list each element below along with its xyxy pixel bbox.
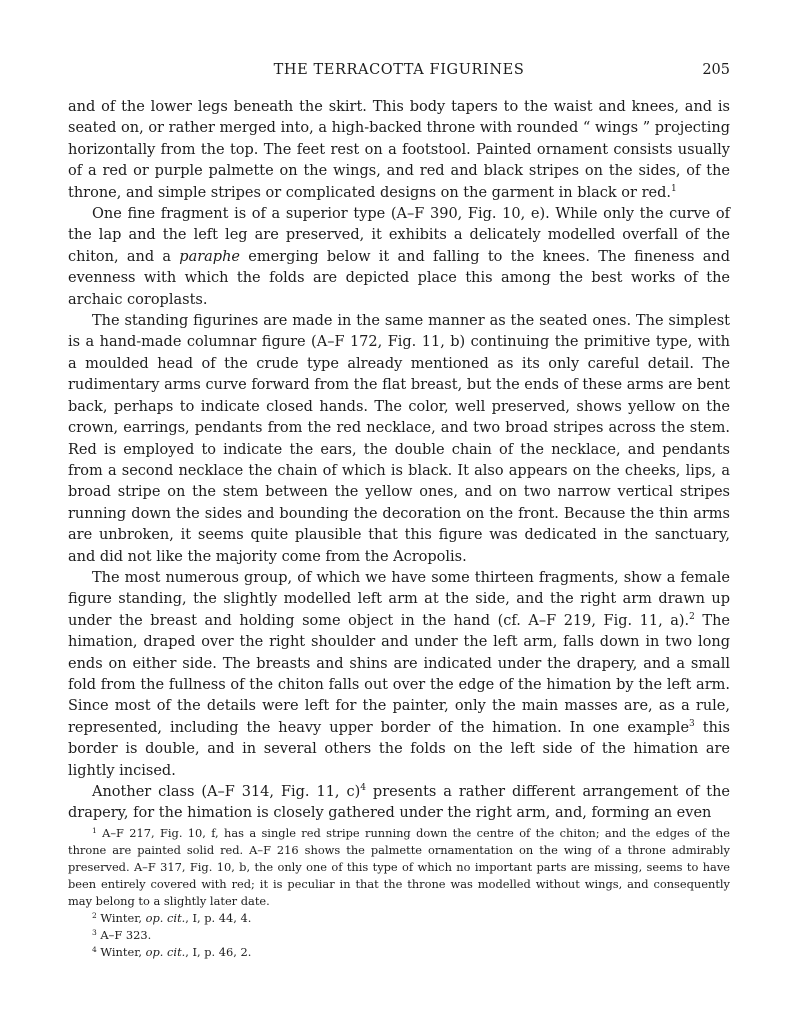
paragraph: Another class (A–F 314, Fig. 11, c)$^4$ presents a rather different arrangement of the drapery, for the himation is closely gathered under the right arm, and, forming an even — [68, 783, 730, 822]
italic-term: paraphe — [179, 248, 240, 265]
footnote: $^1$ A–F 217, Fig. 10, f, has a single red stripe running down the centre of the chiton; and the edges of the throne are painted solid red. A–F 216 shows the palmette ornamentation on the wing of a throne admirably preserved. A–F 317, Fig. 10, b, the only one of this type of which no important parts are missing, seems to have been entirely covered with red; it is peculiar in that the throne was modelled without wings, and consequently may belong to a slightly later date. — [68, 826, 730, 908]
paragraph: One fine fragment is of a superior type (A–F 390, Fig. 10, e). While only the curve of the lap and the left leg are preserved, it exhibits a delicately modelled overfall of the chiton, and a paraphe emerging below it and falling to the knees. The fineness and evenness with which the folds are depicted place this among the best works of the archaic coroplasts. — [68, 206, 730, 308]
footnote-ref: 1 — [670, 183, 677, 194]
paragraph: and of the lower legs beneath the skirt. This body tapers to the waist and knees, and is seated on, or rather merged into, a high-backed throne with rounded “ wings ” projecting horizontally from the top. The feet rest on a footstool. Painted ornament consists usually of a red or purple palmette on the wings, and red and black stripes on the sides, of the throne, and simple stripes or complicated designs on the garment in black or red.$^1$ — [68, 99, 730, 201]
footnote-mark: 4 — [92, 945, 97, 954]
running-title: THE TERRACOTTA FIGURINES — [273, 62, 525, 78]
footnote-mark: 1 — [92, 826, 97, 835]
paragraph: The most numerous group, of which we have some thirteen fragments, show a female figure standing, the slightly modelled left arm at the side, and the right arm drawn up under the breast and holding some object in the hand (cf. A–F 219, Fig. 11, a).$^2$ The himation, draped over the right shoulder and under the left arm, falls down in two long ends on either side. The breasts and shins are indicated under the drapery, and a small fold from the fullness of the chiton falls out over the edge of the himation by the left arm. Since most of the details were left for the painter, only the main masses are, as a rule, represented, including the heavy upper border of the himation. In one example$^3$ this border is double, and in several others the folds on the left side of the himation are lightly incised. — [68, 569, 730, 779]
footnotes — [68, 825, 730, 961]
footnote-ref: 3 — [689, 718, 695, 729]
footnote-mark: 3 — [92, 928, 97, 937]
footnote-ref: 2 — [689, 611, 695, 622]
footnote: $^4$ Winter, op. cit., I, p. 46, 2. — [92, 945, 252, 959]
footnote-mark: 2 — [92, 911, 97, 920]
body-text — [68, 97, 730, 825]
footnote: $^2$ Winter, op. cit., I, p. 44, 4. — [92, 911, 252, 925]
page-number: 205 — [702, 62, 730, 78]
footnote: $^3$ A–F 323. — [92, 928, 152, 942]
paragraph: The standing figurines are made in the same manner as the seated ones. The simplest is a hand-made columnar figure (A–F 172, Fig. 11, b) continuing the primitive type, with a moulded head of the crude type already mentioned as its only careful detail. The rudimentary arms curve forward from the flat breast, but the ends of these arms are bent back, perhaps to indicate closed hands. The color, well preserved, shows yellow on the crown, earrings, pendants from the red necklace, and two broad stripes across the stem. Red is employed to indicate the ears, the double chain of the necklace, and pendants from a second necklace the chain of which is black. It also appears on the cheeks, lips, a broad stripe on the stem between the yellow ones, and on two narrow vertical stripes running down the sides and bounding the decoration on the front. Because the thin arms are unbroken, it seems quite plausible that this figure was dedicated in the sanctuary, and did not like the majority come from the Acropolis. — [68, 313, 730, 565]
footnote-ref: 4 — [360, 783, 366, 793]
